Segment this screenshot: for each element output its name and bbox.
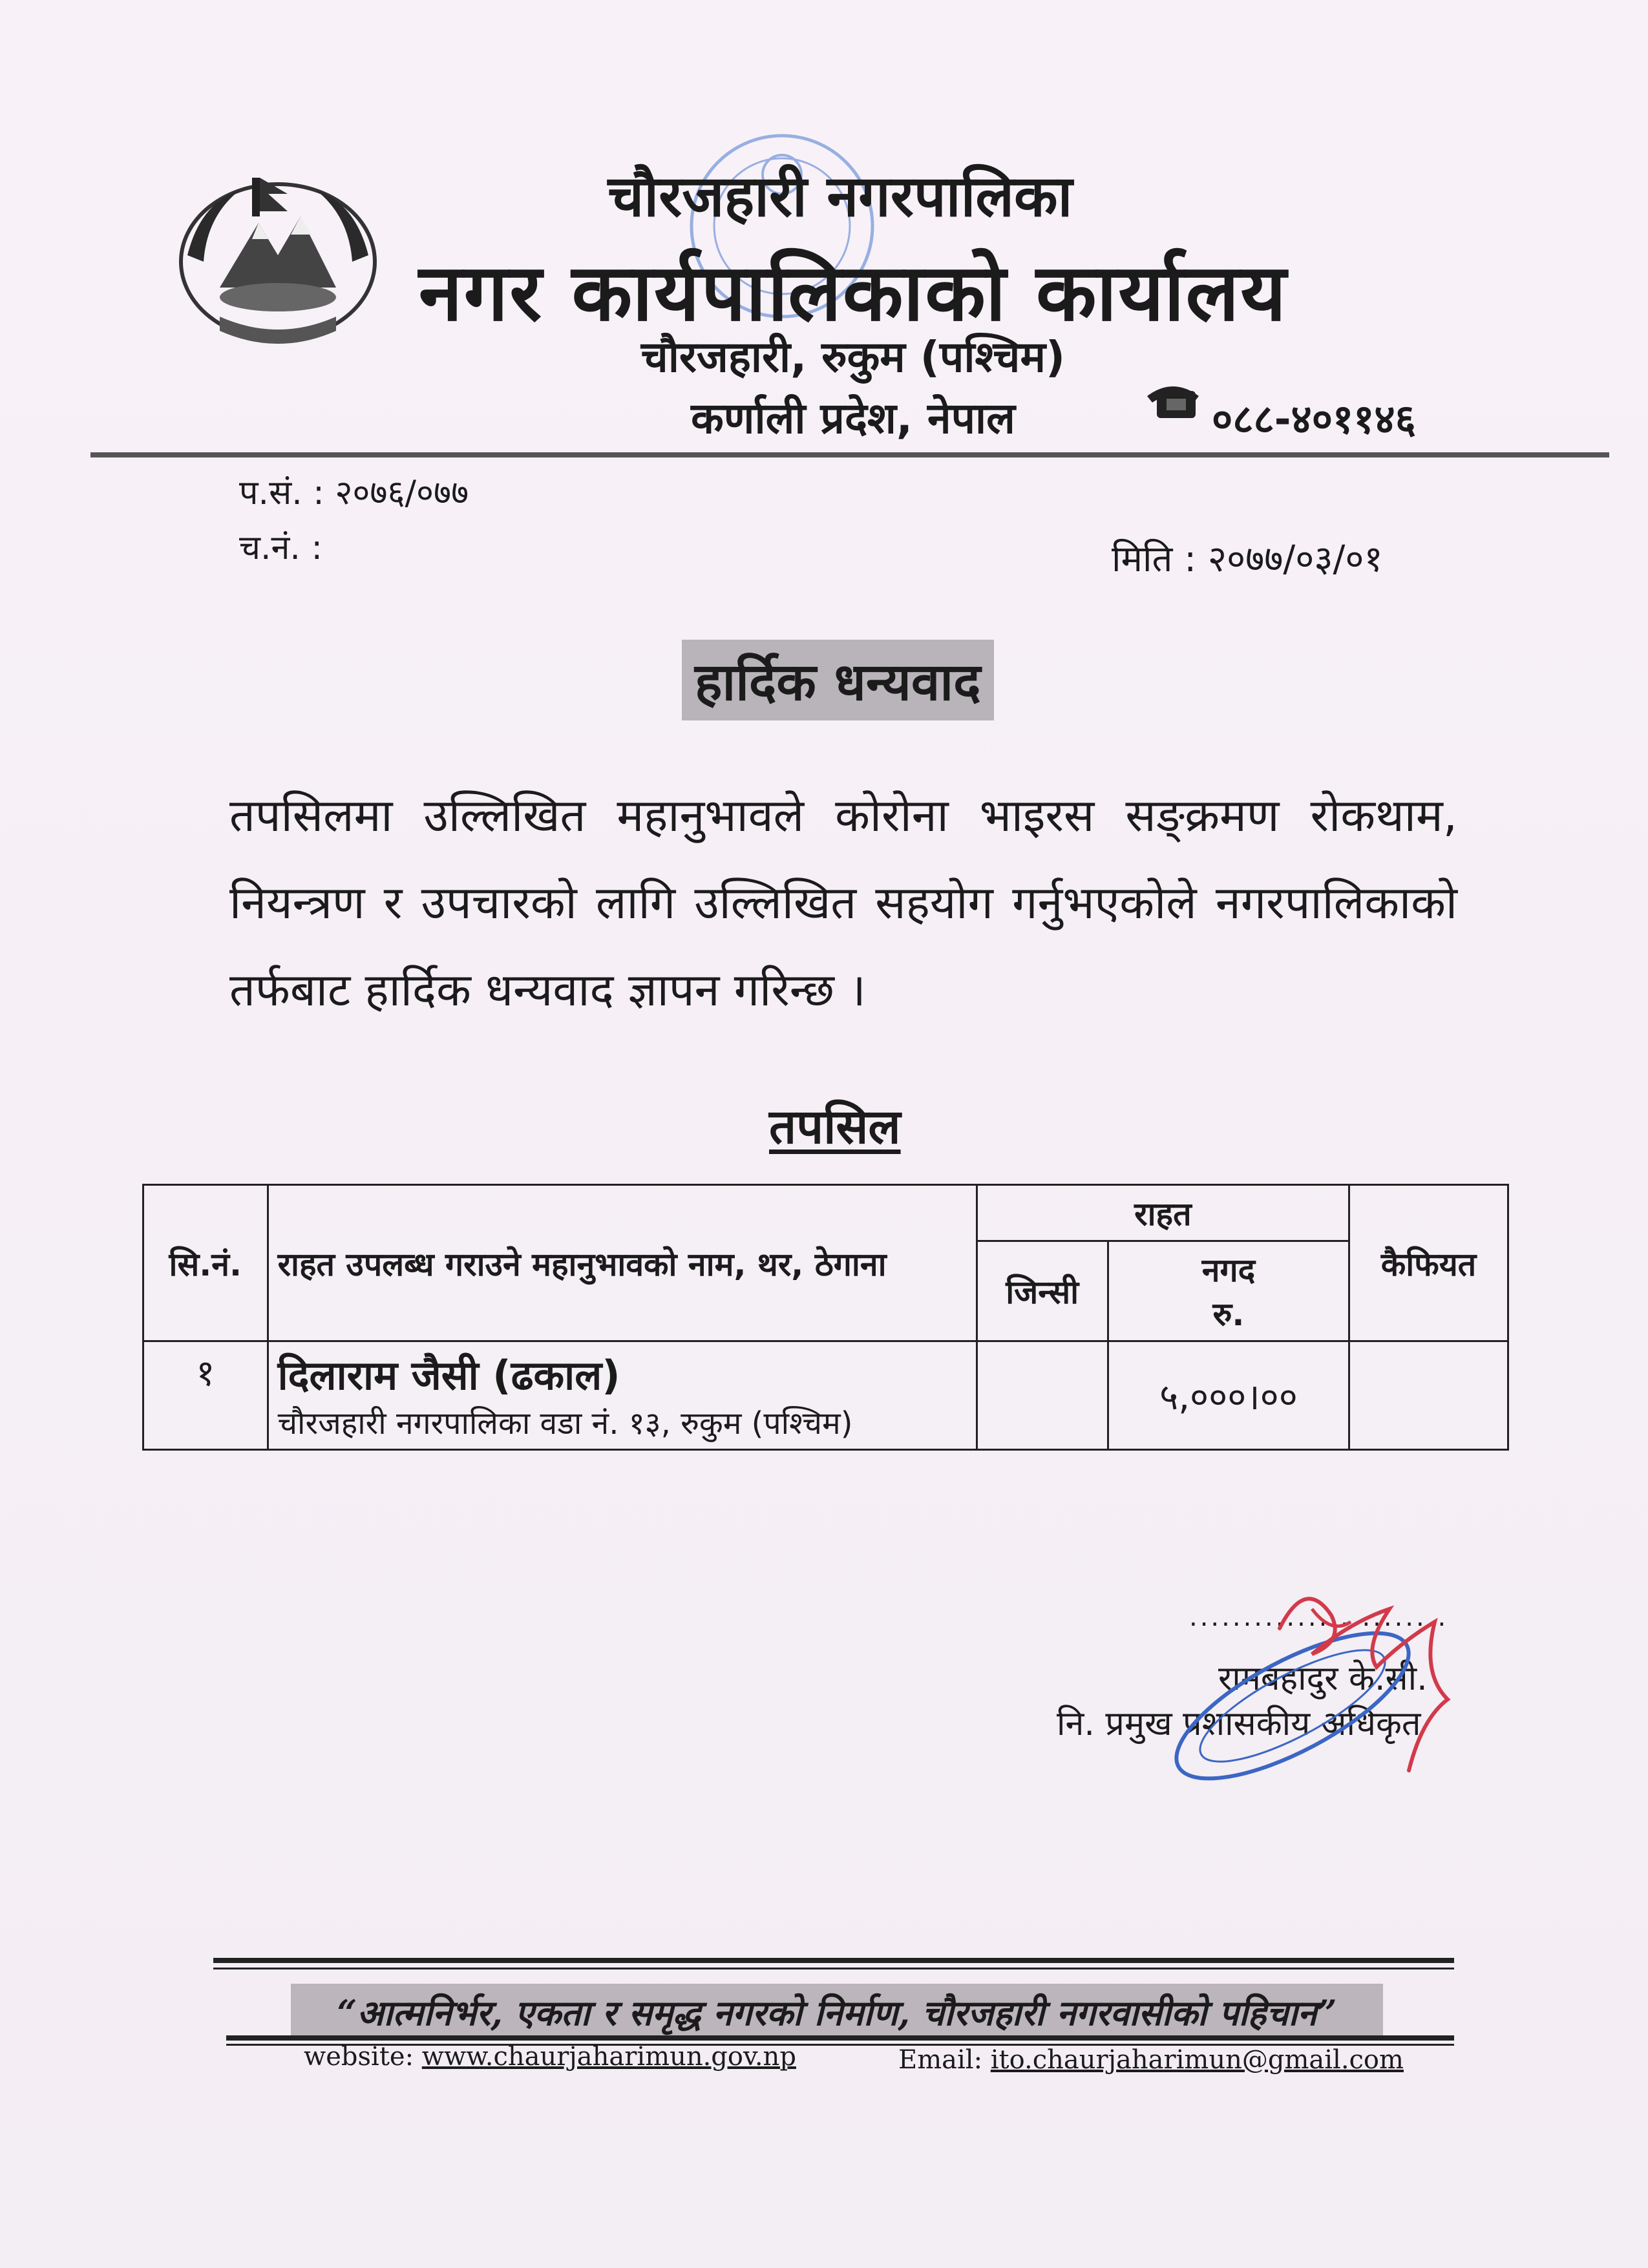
website-link[interactable]: www.chaurjaharimun.gov.np — [421, 2042, 796, 2072]
email-label: Email: — [898, 2045, 983, 2075]
office-name: नगर कार्यपालिकाको कार्यालय — [418, 247, 1288, 339]
header-relief: राहत — [977, 1185, 1349, 1241]
cell-sn: १ — [143, 1341, 268, 1450]
cell-donor — [268, 1341, 977, 1450]
letter-title: हार्दिक धन्यवाद — [695, 652, 981, 712]
donor-name: दिलाराम जैसी (ढकाल) — [277, 1352, 620, 1399]
header-cash-label: नगद — [1201, 1252, 1256, 1289]
signature-line: ........................ — [1189, 1602, 1449, 1632]
slogan-band — [291, 1984, 1383, 2039]
header-sn: सि.नं. — [143, 1185, 268, 1341]
telephone-icon — [1144, 378, 1202, 423]
header-kind: जिन्सी — [977, 1241, 1108, 1341]
footer-rule-top — [213, 1958, 1454, 1963]
address-line-1: चौरजहारी, रुकुम (पश्चिम) — [640, 332, 1066, 382]
footer-rule-top-thin — [213, 1968, 1454, 1969]
email-link[interactable]: ito.chaurjaharimun@gmail.com — [990, 2045, 1404, 2075]
relief-table — [142, 1184, 1509, 1451]
footer-rule-bottom — [226, 2035, 1454, 2041]
header-remarks: कैफियत — [1349, 1185, 1508, 1341]
municipality-name: चौरजहारी नगरपालिका — [607, 163, 1073, 229]
dispatch-number: च.नं. : — [239, 529, 322, 567]
cell-remarks — [1349, 1341, 1508, 1450]
schedule-heading: तपसिल — [769, 1099, 901, 1155]
header-cash-unit: रु. — [1212, 1296, 1245, 1333]
website-line — [304, 2042, 796, 2072]
table-header-row — [143, 1185, 1508, 1241]
cell-cash: ५,०००।०० — [1108, 1341, 1349, 1450]
title-highlight — [682, 640, 994, 720]
reference-number: प.सं. : २०७६/०७७ — [239, 474, 469, 512]
handwritten-signature — [1131, 1551, 1493, 1796]
header-cash — [1108, 1241, 1349, 1341]
header-name: राहत उपलब्ध गराउने महानुभावको नाम, थर, ठेगाना — [268, 1185, 977, 1341]
body-paragraph: तपसिलमा उल्लिखित महानुभावले कोरोना भाइरस सङ्क्रमण रोकथाम, नियन्त्रण र उपचारको लागि उल्लिखित सहयोग गर्नुभएकोले नगरपालिकाको तर्फबाट हार्दिक धन्यवाद ज्ञापन गरिन्छ । — [229, 789, 1457, 1016]
signatory-title: नि. प्रमुख प्रशासकीय अधिकृत — [1057, 1705, 1421, 1743]
website-label: website: — [304, 2042, 414, 2072]
signatory-name: रामबहादुर के.सी. — [1218, 1659, 1428, 1698]
email-line — [898, 2045, 1404, 2075]
letter-date: मिति : २०७७/०३/०१ — [1112, 538, 1383, 580]
address-line-2: कर्णाली प्रदेश, नेपाल — [691, 394, 1015, 443]
header-divider — [90, 452, 1609, 457]
phone-number: ०८८-४०११४६ — [1212, 395, 1416, 443]
footer-slogan: “आत्मनिर्भर, एकता र समृद्ध नगरको निर्माण, चौरजहारी नगरवासीको पहिचान” — [337, 1992, 1337, 2033]
table-row — [143, 1341, 1508, 1450]
donor-address: चौरजहारी नगरपालिका वडा नं. १३, रुकुम (पश्चिम) — [277, 1405, 853, 1442]
cell-kind — [977, 1341, 1108, 1450]
